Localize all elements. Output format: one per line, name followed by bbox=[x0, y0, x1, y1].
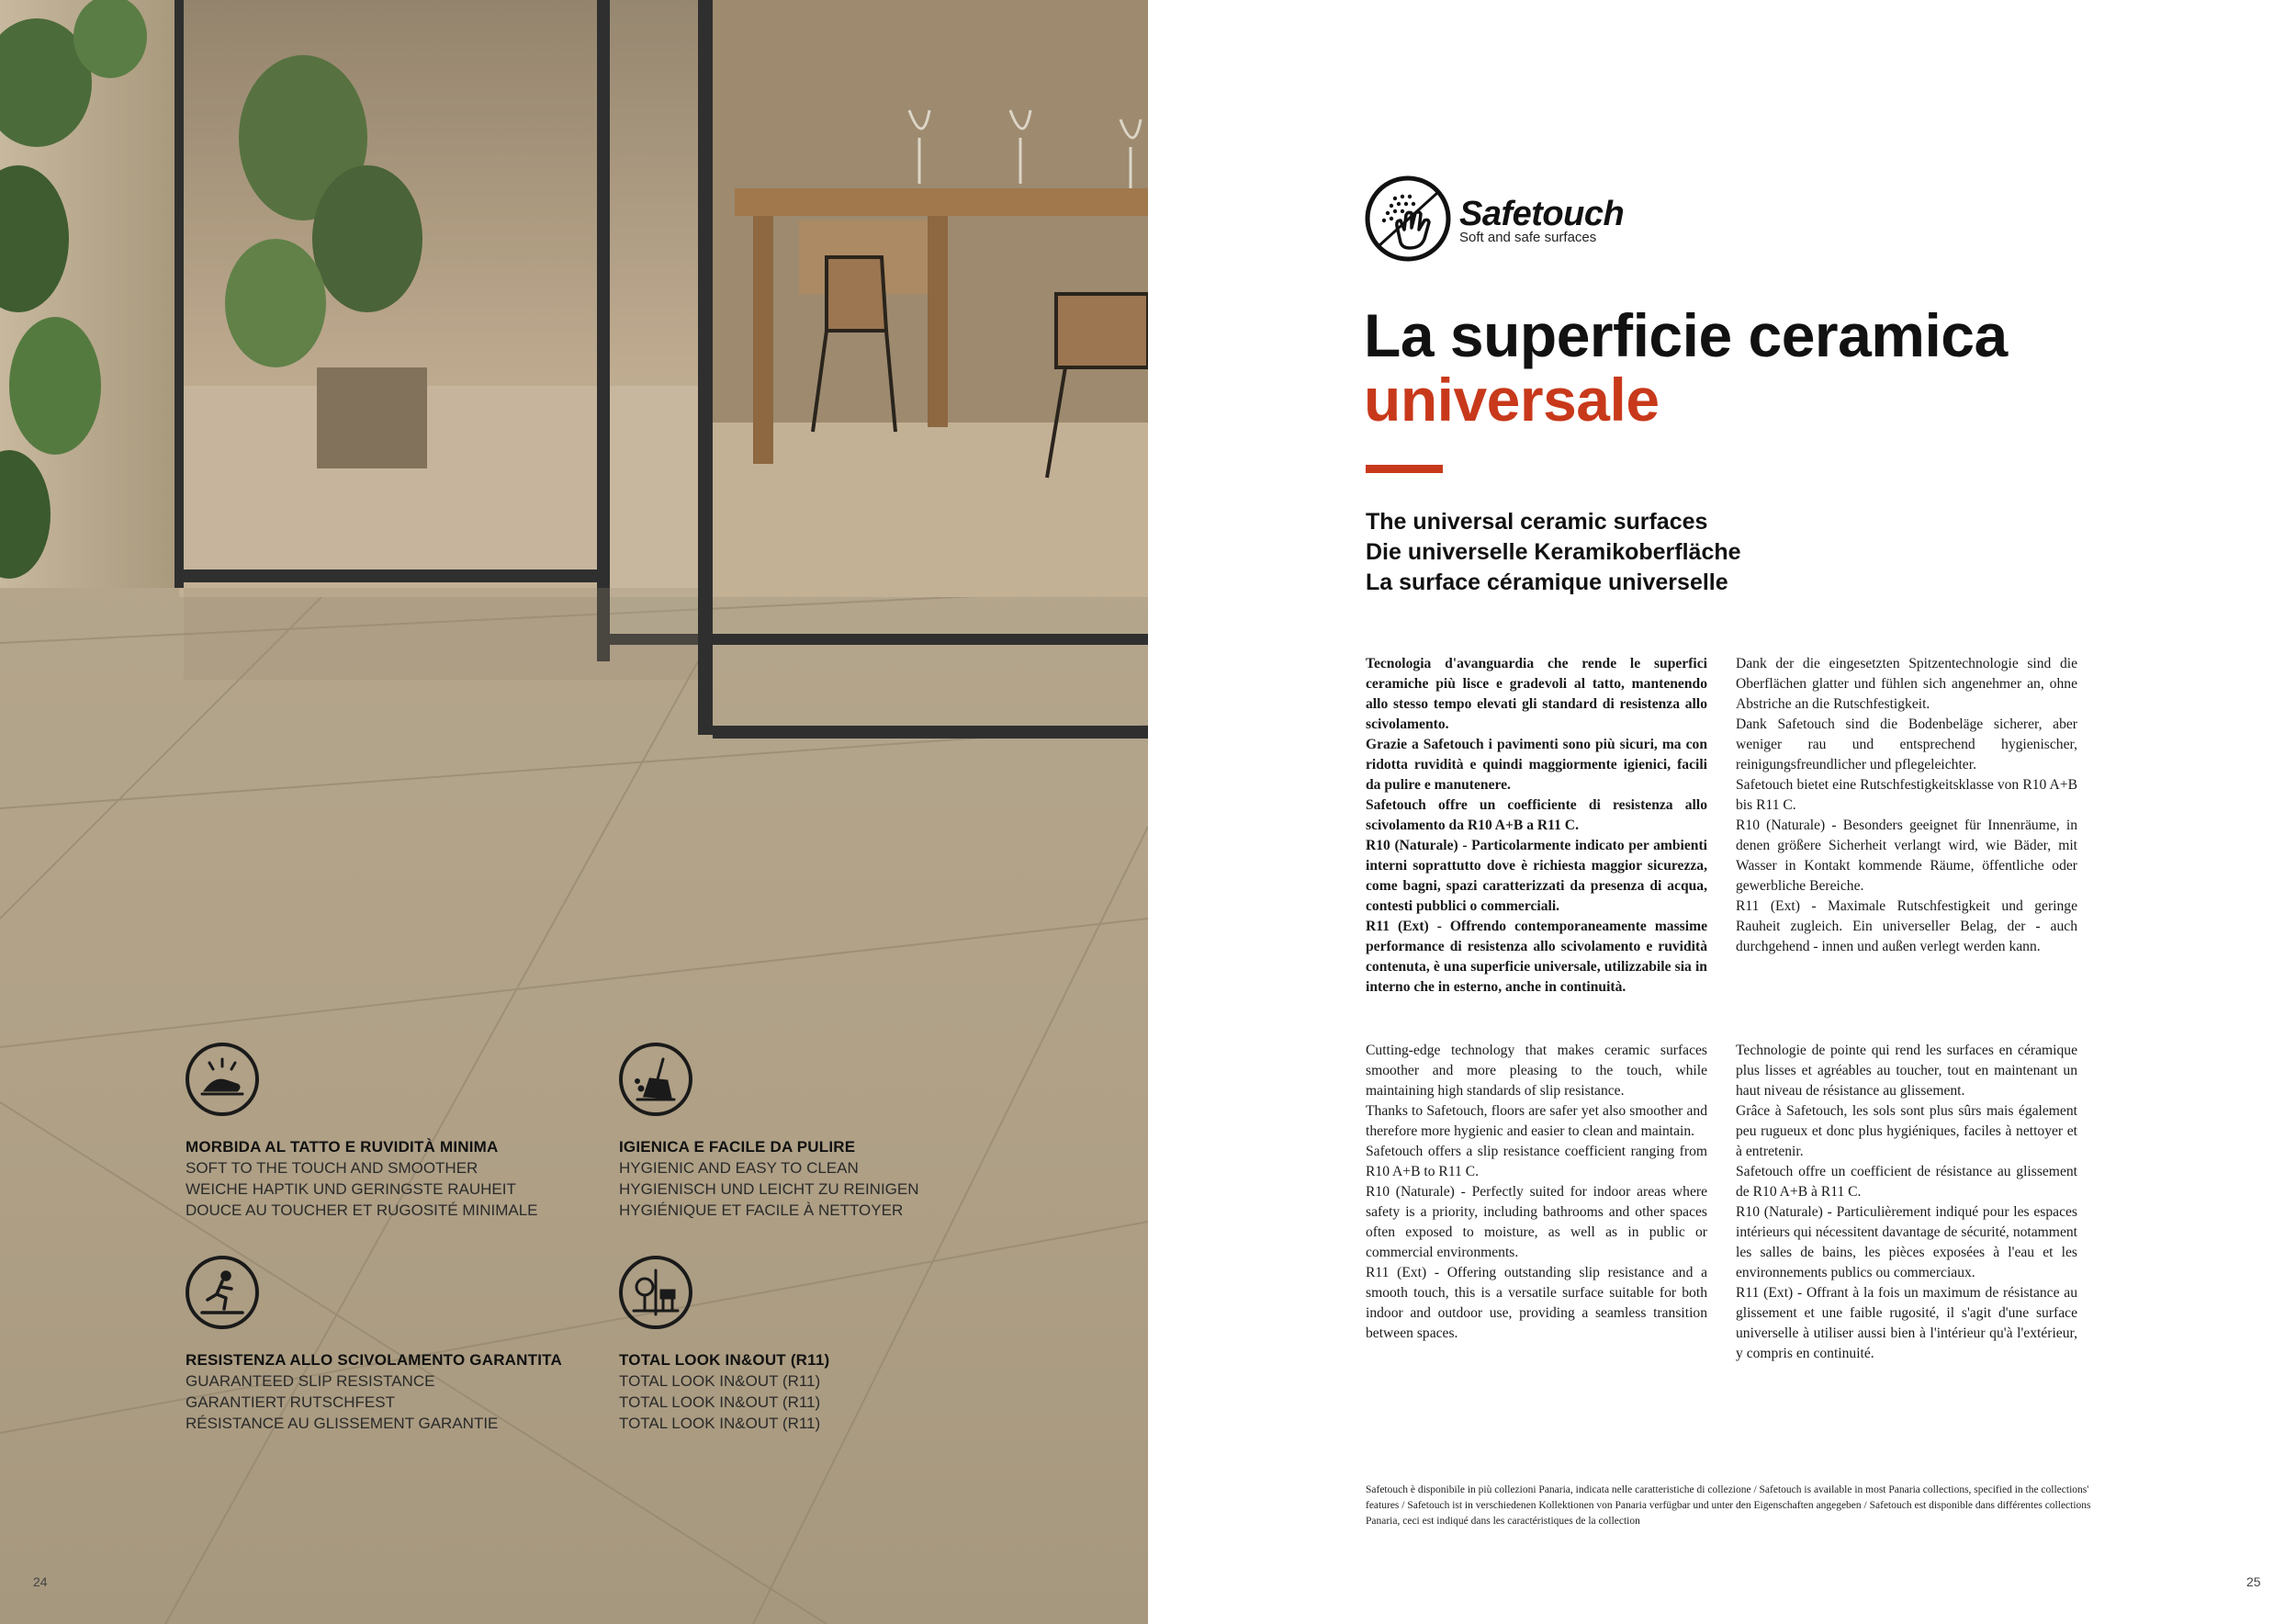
body-paragraph: R11 (Ext) - Offering outstanding slip resistance and a smooth touch, this is a versatile surface suitable for both indoor and outdoor use, providing a seamless transition between spaces. bbox=[1366, 1265, 1707, 1341]
feature-soft-touch bbox=[186, 1043, 608, 1221]
body-paragraph: Technologie de pointe qui rend les surfaces en céramique plus lisses et agréables au toucher, tout en maintenant un haut niveau de résistance au glissement. bbox=[1736, 1043, 2077, 1099]
body-german bbox=[1736, 654, 2077, 957]
body-paragraph: R11 (Ext) - Maximale Rutschfestigkeit und geringe Rauheit zugleich. Ein universeller Belag, der - auch durchgehend - innen und außen verlegt werden kann. bbox=[1736, 898, 2077, 954]
logo-name: Safetouch bbox=[1459, 195, 1625, 233]
body-french bbox=[1736, 1041, 2077, 1364]
body-paragraph: R10 (Naturale) - Particulièrement indiqué pour les espaces intérieurs qui nécessitent davantage de sécurité, notamment les salles de bains, les pièces exposées à l'eau et les environnements publics ou commerciaux. bbox=[1736, 1204, 2077, 1280]
body-paragraph: Tecnologia d'avanguardia che rende le superfici ceramiche più lisce e gradevoli al tatto, mantenendo allo stesso tempo elevati gli standard di resistenza allo scivolamento. bbox=[1366, 656, 1707, 732]
body-english bbox=[1366, 1041, 1707, 1344]
broom-cleaning-icon bbox=[619, 1043, 692, 1116]
feature-line: HYGIÉNIQUE ET FACILE À NETTOYER bbox=[619, 1201, 904, 1219]
soft-touch-icon bbox=[186, 1043, 259, 1116]
accent-rule bbox=[1366, 465, 1443, 473]
feature-line: TOTAL LOOK IN&OUT (R11) bbox=[619, 1415, 821, 1432]
feature-line: GARANTIERT RUTSCHFEST bbox=[186, 1393, 395, 1411]
indoor-outdoor-icon bbox=[619, 1256, 692, 1329]
body-paragraph: Cutting-edge technology that makes ceramic surfaces smoother and more pleasing to the touch, while maintaining high standards of slip resistance. bbox=[1366, 1043, 1707, 1099]
feature-line: TOTAL LOOK IN&OUT (R11) bbox=[619, 1372, 821, 1390]
body-paragraph: R10 (Naturale) - Perfectly suited for indoor areas where safety is a priority, including bathrooms and other spaces often exposed to moisture, as well as in public or commercial environments. bbox=[1366, 1184, 1707, 1260]
feature-line: TOTAL LOOK IN&OUT (R11) bbox=[619, 1393, 821, 1411]
body-paragraph: Safetouch offre un coefficient de résistance au glissement de R10 A+B à R11 C. bbox=[1736, 1164, 2077, 1200]
feature-title: MORBIDA AL TATTO E RUVIDITÀ MINIMA bbox=[186, 1138, 499, 1156]
feature-total-look bbox=[619, 1256, 1041, 1434]
body-paragraph: Grâce à Safetouch, les sols sont plus sûrs mais également peu rugueux et donc plus hygiéniques, faciles à nettoyer et à entretenir. bbox=[1736, 1103, 2077, 1159]
feature-line: HYGIENIC AND EASY TO CLEAN bbox=[619, 1159, 859, 1177]
body-paragraph: Safetouch bietet eine Rutschfestigkeitsklasse von R10 A+B bis R11 C. bbox=[1736, 777, 2077, 813]
body-paragraph: Safetouch offre un coefficiente di resistenza allo scivolamento da R10 A+B a R11 C. bbox=[1366, 797, 1707, 833]
body-paragraph: Thanks to Safetouch, floors are safer yet also smoother and therefore more hygienic and easier to clean and maintain. bbox=[1366, 1103, 1707, 1139]
feature-line: RÉSISTANCE AU GLISSEMENT GARANTIE bbox=[186, 1415, 499, 1432]
headline-line2: universale bbox=[1364, 366, 1660, 434]
body-paragraph: R10 (Naturale) - Besonders geeignet für Innenräume, in denen größere Sicherheit verlangt wird, wie Bäder, mit Wasser in Kontakt kommende Räume, öffentliche oder gewerbliche Bereiche. bbox=[1736, 818, 2077, 894]
body-paragraph: Dank der die eingesetzten Spitzentechnologie sind die Oberflächen glatter und fühlen sich angenehmer an, ohne Abstriche an die Rutschfestigkeit. bbox=[1736, 656, 2077, 712]
page-number-left: 24 bbox=[33, 1574, 48, 1589]
feature-line: WEICHE HAPTIK UND GERINGSTE RAUHEIT bbox=[186, 1180, 516, 1198]
body-paragraph: Safetouch offers a slip resistance coefficient ranging from R10 A+B to R11 C. bbox=[1366, 1144, 1707, 1179]
headline bbox=[1364, 303, 2008, 432]
subtitle-english: The universal ceramic surfaces bbox=[1366, 509, 1708, 535]
safetouch-hand-icon bbox=[1364, 175, 1452, 263]
headline-line1: La superficie ceramica bbox=[1364, 301, 2008, 369]
body-paragraph: R10 (Naturale) - Particolarmente indicato per ambienti interni soprattutto dove è richiesta maggior sicurezza, come bagni, spazi caratterizzati da presenza di acqua, contesti pubblici o commerciali. bbox=[1366, 838, 1707, 914]
body-paragraph: Grazie a Safetouch i pavimenti sono più sicuri, ma con ridotta ruvidità e quindi maggiormente igienici, facili da pulire e manutenere. bbox=[1366, 737, 1707, 793]
safetouch-logo bbox=[1364, 175, 1624, 263]
body-paragraph: R11 (Ext) - Offrant à la fois un maximum de résistance au glissement et une faible rugosité, il s'agit d'une surface universelle à utiliser aussi bien à l'intérieur qu'à l'extérieur, y compris en continuité. bbox=[1736, 1285, 2077, 1361]
subtitles bbox=[1366, 507, 1741, 598]
body-italian bbox=[1366, 654, 1707, 998]
feature-line: GUARANTEED SLIP RESISTANCE bbox=[186, 1372, 435, 1390]
page-number-right: 25 bbox=[2246, 1574, 2261, 1589]
slip-resistance-icon bbox=[186, 1256, 259, 1329]
body-paragraph: R11 (Ext) - Offrendo contemporaneamente massime performance di resistenza allo scivolamento e ruvidità contenuta, è una superficie universale, utilizzabile sia in interno che in esterno, anche in continuità. bbox=[1366, 919, 1707, 995]
feature-title: TOTAL LOOK IN&OUT (R11) bbox=[619, 1351, 830, 1369]
subtitle-french: La surface céramique universelle bbox=[1366, 570, 1728, 595]
feature-line: DOUCE AU TOUCHER ET RUGOSITÉ MINIMALE bbox=[186, 1201, 538, 1219]
subtitle-german: Die universelle Keramikoberfläche bbox=[1366, 539, 1741, 565]
right-page-text bbox=[1148, 0, 2296, 1624]
feature-line: SOFT TO THE TOUCH AND SMOOTHER bbox=[186, 1159, 478, 1177]
feature-title: RESISTENZA ALLO SCIVOLAMENTO GARANTITA bbox=[186, 1351, 562, 1369]
feature-slip-resistance bbox=[186, 1256, 608, 1434]
feature-line: HYGIENISCH UND LEICHT ZU REINIGEN bbox=[619, 1180, 919, 1198]
feature-hygienic bbox=[619, 1043, 1041, 1221]
feature-title: IGIENICA E FACILE DA PULIRE bbox=[619, 1138, 856, 1156]
logo-tagline: Soft and safe surfaces bbox=[1459, 230, 1597, 245]
footnote: Safetouch è disponibile in più collezioni Panaria, indicata nelle caratteristiche di collezione / Safetouch is available in most Panaria collections, specified in the collections' features / Safetouch ist in verschiedenen Kollektionen von Panaria verfügbar und unter den Eigenschaften angegeben / Safetouch est disponible dans différentes collections Panaria, ceci est indiqué dans les caractéristiques de la collection bbox=[1366, 1484, 2091, 1527]
body-paragraph: Dank Safetouch sind die Bodenbeläge sicherer, aber weniger rau und entsprechend hygienischer, reinigungsfreundlicher und pflegeleichter. bbox=[1736, 716, 2077, 773]
